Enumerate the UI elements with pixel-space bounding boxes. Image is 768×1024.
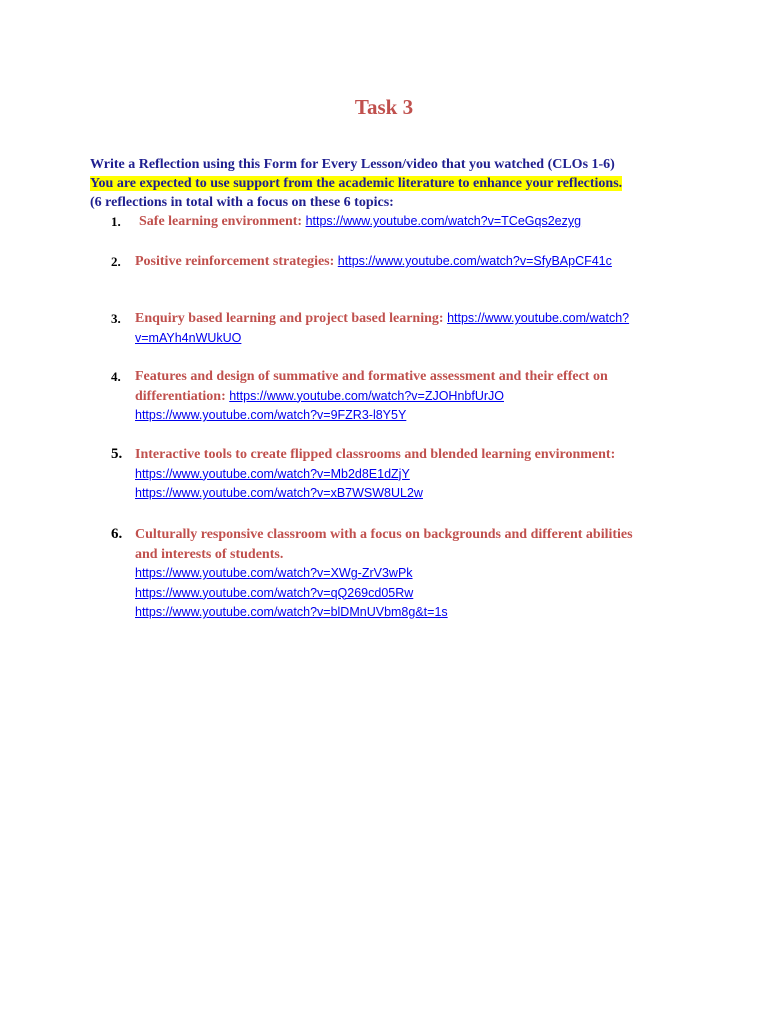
video-link[interactable]: https://www.youtube.com/watch?v=TCeGqs2ezyg xyxy=(305,214,582,228)
video-link[interactable]: https://www.youtube.com/watch?v=blDMnUVbm8g&t=1s xyxy=(135,605,448,619)
highlighted-instruction: You are expected to use support from the academic literature to enhance your reflections. xyxy=(90,176,623,191)
topic-number: 4. xyxy=(111,369,121,384)
topic-number: 1. xyxy=(111,214,121,229)
topic-label: Features and design of summative and formative assessment and their effect on xyxy=(135,369,608,384)
intro-block xyxy=(90,155,690,212)
topic-label: Interactive tools to create flipped classrooms and blended learning environment: xyxy=(135,447,616,462)
topic-item-6 xyxy=(111,525,681,623)
topic-label: Enquiry based learning and project based learning: xyxy=(135,311,444,326)
video-link[interactable]: https://www.youtube.com/watch?v=Mb2d8E1dZjY xyxy=(135,466,410,481)
topic-item-3 xyxy=(111,309,681,348)
video-link-continued[interactable]: v=mAYh4nWUkUO xyxy=(135,330,242,345)
topic-label: Positive reinforcement strategies: xyxy=(135,254,335,269)
topic-item-4 xyxy=(111,367,681,426)
topic-number: 5. xyxy=(111,446,123,462)
video-link[interactable]: https://www.youtube.com/watch?v=XWg-ZrV3wPk xyxy=(135,566,413,580)
video-link[interactable]: https://www.youtube.com/watch?v=qQ269cd05Rw xyxy=(135,585,414,600)
topic-label: Safe learning environment: xyxy=(139,214,303,229)
video-link[interactable]: https://www.youtube.com/watch?v=SfyBApCF41c xyxy=(337,254,612,268)
topic-item-1 xyxy=(111,212,681,232)
topic-item-5 xyxy=(111,445,681,504)
topic-label: Culturally responsive classroom with a focus on backgrounds and different abilities xyxy=(135,527,633,542)
page-title: Task 3 xyxy=(354,95,414,119)
video-link[interactable]: https://www.youtube.com/watch? xyxy=(447,311,630,325)
topic-item-2 xyxy=(111,252,681,272)
video-link[interactable]: https://www.youtube.com/watch?v=xB7WSW8UL2w xyxy=(135,486,423,500)
topic-number: 2. xyxy=(111,254,121,269)
intro-line-3: (6 reflections in total with a focus on these 6 topics: xyxy=(90,195,394,210)
topic-number: 3. xyxy=(111,311,121,326)
topic-label: and interests of students. xyxy=(135,546,284,562)
intro-line-2 xyxy=(90,174,690,193)
topic-number: 6. xyxy=(111,526,123,542)
video-link[interactable]: https://www.youtube.com/watch?v=9FZR3-l8Y5Y xyxy=(135,408,407,422)
topic-label: differentiation: xyxy=(135,388,226,404)
video-link[interactable]: https://www.youtube.com/watch?v=ZJOHnbfUrJO xyxy=(229,388,504,403)
intro-line-1: Write a Reflection using this Form for Every Lesson/video that you watched (CLOs 1-6) xyxy=(90,157,615,172)
